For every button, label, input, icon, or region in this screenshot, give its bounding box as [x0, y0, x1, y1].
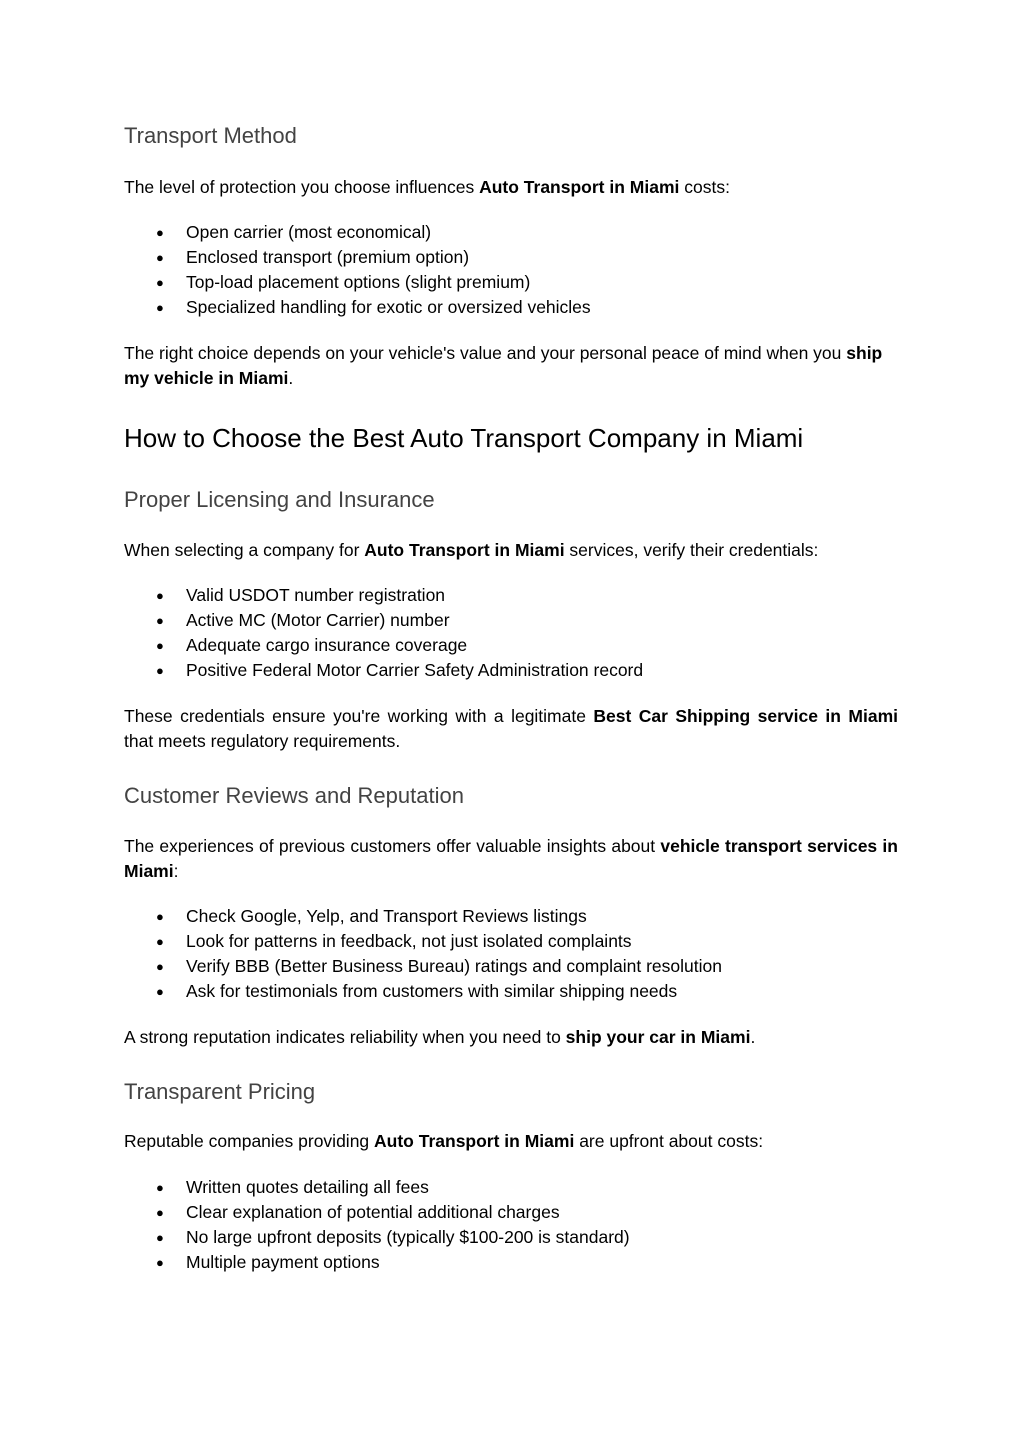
text-run: costs: — [679, 177, 730, 197]
text-run: When selecting a company for — [124, 540, 365, 560]
list-item-text: Verify BBB (Better Business Bureau) ratings and complaint resolution — [186, 956, 722, 976]
bullet-list-pricing — [124, 1175, 898, 1275]
bullet-list-licensing — [124, 583, 898, 683]
heading-customer-reviews: Customer Reviews and Reputation — [124, 783, 464, 808]
text-run: Reputable companies providing — [124, 1131, 375, 1151]
list-item — [124, 583, 898, 608]
list-item — [124, 954, 898, 979]
bold-keyword: Auto Transport in Miami — [479, 177, 680, 197]
bullet-icon: ● — [156, 984, 164, 999]
list-item — [124, 904, 898, 929]
list-item-text: Enclosed transport (premium option) — [186, 247, 470, 267]
list-item-text: Adequate cargo insurance coverage — [186, 635, 468, 655]
paragraph-licensing-outro — [124, 704, 898, 754]
bold-keyword: Auto Transport in Miami — [374, 1131, 575, 1151]
bold-keyword: Auto Transport in Miami — [364, 540, 565, 560]
heading-licensing-insurance: Proper Licensing and Insurance — [124, 487, 435, 512]
bullet-icon: ● — [156, 250, 164, 265]
list-item-text: Ask for testimonials from customers with similar shipping needs — [186, 981, 678, 1001]
text-run: : — [173, 861, 179, 881]
text-run: services, verify their credentials: — [564, 540, 819, 560]
bold-keyword: ship your car in Miami — [565, 1027, 751, 1047]
paragraph-reviews-intro — [124, 834, 898, 884]
text-run: These credentials ensure you're working with a legitimate — [124, 706, 594, 726]
list-item-text: Valid USDOT number registration — [186, 585, 446, 605]
heading-transport-method: Transport Method — [124, 123, 297, 148]
list-item — [124, 1250, 898, 1275]
bullet-icon: ● — [156, 300, 164, 315]
list-item-text: Specialized handling for exotic or oversized vehicles — [186, 297, 591, 317]
bullet-list-reviews — [124, 904, 898, 1004]
list-item-text: Check Google, Yelp, and Transport Reviews listings — [186, 906, 587, 926]
paragraph-pricing-intro — [124, 1129, 898, 1154]
text-run: The right choice depends on your vehicle's value and your personal peace of mind when you — [124, 343, 847, 363]
bullet-icon: ● — [156, 934, 164, 949]
paragraph-licensing-intro — [124, 538, 898, 563]
list-item-text: Look for patterns in feedback, not just isolated complaints — [186, 931, 632, 951]
list-item — [124, 633, 898, 658]
bullet-icon: ● — [156, 1255, 164, 1270]
paragraph-transport-method-intro — [124, 175, 898, 200]
bold-keyword: ship my vehicle in Miami — [124, 343, 883, 388]
list-item-text: Clear explanation of potential additional charges — [186, 1202, 560, 1222]
list-item — [124, 1225, 898, 1250]
list-item — [124, 979, 898, 1004]
text-run: . — [288, 368, 294, 388]
list-item-text: No large upfront deposits (typically $100-200 is standard) — [186, 1227, 630, 1247]
list-item-text: Positive Federal Motor Carrier Safety Administration record — [186, 660, 644, 680]
paragraph-reviews-outro — [124, 1025, 898, 1050]
bold-keyword: Best Car Shipping service in Miami — [593, 706, 899, 726]
list-item-text: Open carrier (most economical) — [186, 222, 432, 242]
bullet-icon: ● — [156, 1205, 164, 1220]
list-item — [124, 929, 898, 954]
bullet-icon: ● — [156, 1230, 164, 1245]
bullet-icon: ● — [156, 959, 164, 974]
bullet-list-transport-method — [124, 220, 898, 320]
bullet-icon: ● — [156, 1180, 164, 1195]
heading-transparent-pricing: Transparent Pricing — [124, 1079, 316, 1104]
list-item — [124, 270, 898, 295]
list-item — [124, 1175, 898, 1200]
text-run: are upfront about costs: — [574, 1131, 764, 1151]
bullet-icon: ● — [156, 663, 164, 678]
list-item — [124, 220, 898, 245]
text-run: that meets regulatory requirements. — [124, 731, 401, 751]
paragraph-transport-method-outro — [124, 341, 898, 391]
list-item — [124, 1200, 898, 1225]
list-item-text: Multiple payment options — [186, 1252, 380, 1272]
text-run: . — [750, 1027, 756, 1047]
bold-keyword: vehicle transport services in Miami — [124, 836, 898, 881]
bullet-icon: ● — [156, 909, 164, 924]
list-item-text: Active MC (Motor Carrier) number — [186, 610, 450, 630]
list-item — [124, 245, 898, 270]
bullet-icon: ● — [156, 638, 164, 653]
list-item — [124, 608, 898, 633]
text-run: The level of protection you choose influences — [124, 177, 480, 197]
bullet-icon: ● — [156, 588, 164, 603]
text-run: The experiences of previous customers offer valuable insights about — [124, 836, 661, 856]
list-item — [124, 295, 898, 320]
text-run: A strong reputation indicates reliability when you need to — [124, 1027, 566, 1047]
bullet-icon: ● — [156, 225, 164, 240]
list-item — [124, 658, 898, 683]
list-item-text: Top-load placement options (slight premium) — [186, 272, 531, 292]
bullet-icon: ● — [156, 613, 164, 628]
heading-choose-company: How to Choose the Best Auto Transport Company in Miami — [124, 423, 804, 453]
bullet-icon: ● — [156, 275, 164, 290]
list-item-text: Written quotes detailing all fees — [186, 1177, 429, 1197]
